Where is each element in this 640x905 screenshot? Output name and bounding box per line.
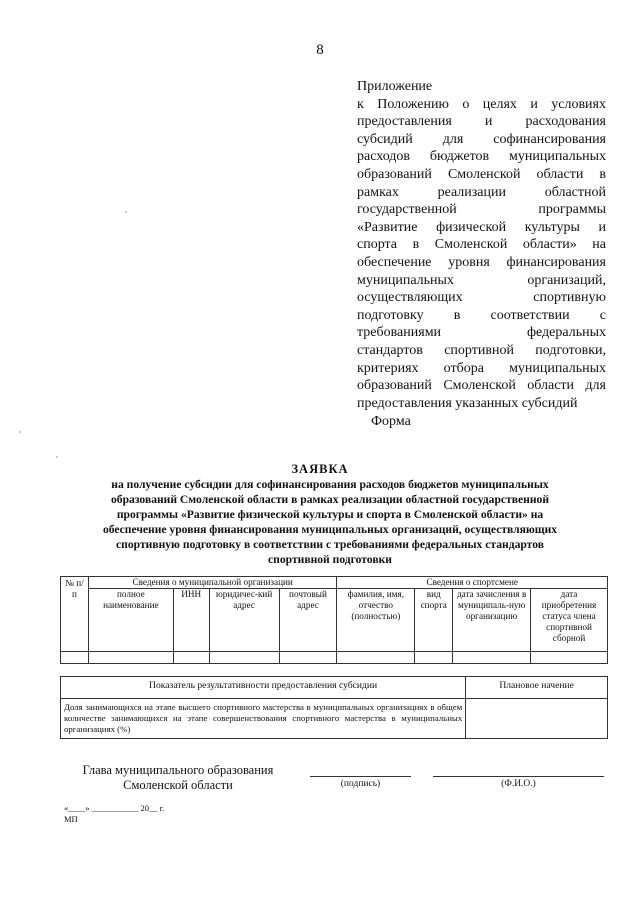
- scan-speck: [125, 211, 127, 213]
- document-subtitle: [70, 477, 590, 567]
- head-of-municipality-label: Глава муниципального образования Смоленской области: [82, 763, 274, 792]
- date-field: «____» ___________ 20__ г.: [64, 803, 165, 813]
- column-header: фамилия, имя, отчество (полностью): [337, 589, 415, 652]
- scan-speck: [19, 431, 21, 433]
- performance-indicator-table: [60, 676, 608, 739]
- column-header: дата приобретения статуса члена спортивной сборной: [531, 589, 608, 652]
- signature-line: [310, 776, 411, 777]
- table-row: [61, 699, 608, 739]
- appendix-line: подготовку в соответствии с: [357, 307, 606, 323]
- appendix-line: предоставления и расходования: [357, 114, 606, 130]
- appendix-line: образований Смоленской области для: [357, 378, 606, 394]
- appendix-line: спорта в Смоленской области» на: [357, 237, 606, 253]
- appendix-line: муниципальных организаций,: [357, 272, 606, 288]
- appendix-line: «Развитие физической культуры и: [357, 219, 606, 235]
- appendix-line: требованиями федеральных: [357, 325, 606, 341]
- organization-athlete-table: [60, 576, 608, 664]
- column-header: вид спорта: [415, 589, 453, 652]
- appendix-line: предоставления указанных субсидий: [357, 395, 578, 411]
- group-header-organization: Сведения о муниципальной организации: [88, 577, 337, 589]
- appendix-note: [357, 78, 606, 412]
- subtitle-line: обеспечение уровня финансирования муниципальных организаций, осуществляющих: [102, 523, 558, 536]
- subtitle-line: программы «Развитие физической культуры и спорта в Смоленской области» на: [116, 508, 544, 521]
- appendix-line: расходов бюджетов муниципальных: [357, 149, 606, 165]
- column-header: почтовый адрес: [279, 589, 337, 652]
- appendix-line: образований Смоленской области в: [357, 166, 606, 182]
- indicator-text: Доля занимающихся на этапе высшего спортивного мастерства в муниципальных организациях в общем количестве занимающихся на этапе совершенствования спортивного мастерства в муниципальных организациях (%): [61, 699, 466, 739]
- group-header-athlete: Сведения о спортсмене: [337, 577, 608, 589]
- page-number: 8: [316, 42, 324, 58]
- column-header: юридичес-кий адрес: [209, 589, 279, 652]
- appendix-line: осуществляющих спортивную: [357, 290, 606, 306]
- column-header: полное наименование: [88, 589, 173, 652]
- appendix-line: обеспечение уровня финансирования: [357, 254, 606, 270]
- column-header: дата зачисления в муниципаль-ную организацию: [453, 589, 531, 652]
- appendix-line: Приложение: [357, 79, 433, 94]
- appendix-line: стандартов спортивной подготовки,: [357, 342, 606, 358]
- appendix-line: государственной программы: [357, 202, 606, 218]
- signature-caption: (подпись): [340, 779, 381, 789]
- appendix-line: к Положению о целях и условиях: [357, 96, 606, 112]
- appendix-line: критериях отбора муниципальных: [357, 360, 606, 376]
- appendix-line: рамках реализации областной: [357, 184, 606, 200]
- form-label: Форма: [371, 414, 411, 429]
- subtitle-line: спортивной подготовки: [268, 553, 392, 566]
- column-header-planned-value: Плановое начение: [466, 677, 608, 699]
- stamp-place-label: МП: [64, 814, 78, 824]
- column-header-indicator: Показатель результативности предоставления субсидии: [61, 677, 466, 699]
- column-header-number: № п/п: [61, 577, 89, 652]
- appendix-line: субсидий для софинансирования: [357, 131, 606, 147]
- fio-line: [433, 776, 604, 777]
- subtitle-line: на получение субсидии для софинансирования расходов бюджетов муниципальных: [111, 478, 549, 491]
- column-header: ИНН: [173, 589, 209, 652]
- table-row: [61, 652, 608, 664]
- fio-caption: (Ф.И.О.): [501, 779, 536, 789]
- subtitle-line: образований Смоленской области в рамках реализации областной государственной: [111, 493, 549, 506]
- scan-speck: [56, 456, 58, 458]
- subtitle-line: спортивную подготовку в соответствии с требованиями федеральных стандартов: [116, 538, 544, 551]
- planned-value-cell: [466, 699, 608, 739]
- document-title: ЗАЯВКА: [291, 462, 349, 476]
